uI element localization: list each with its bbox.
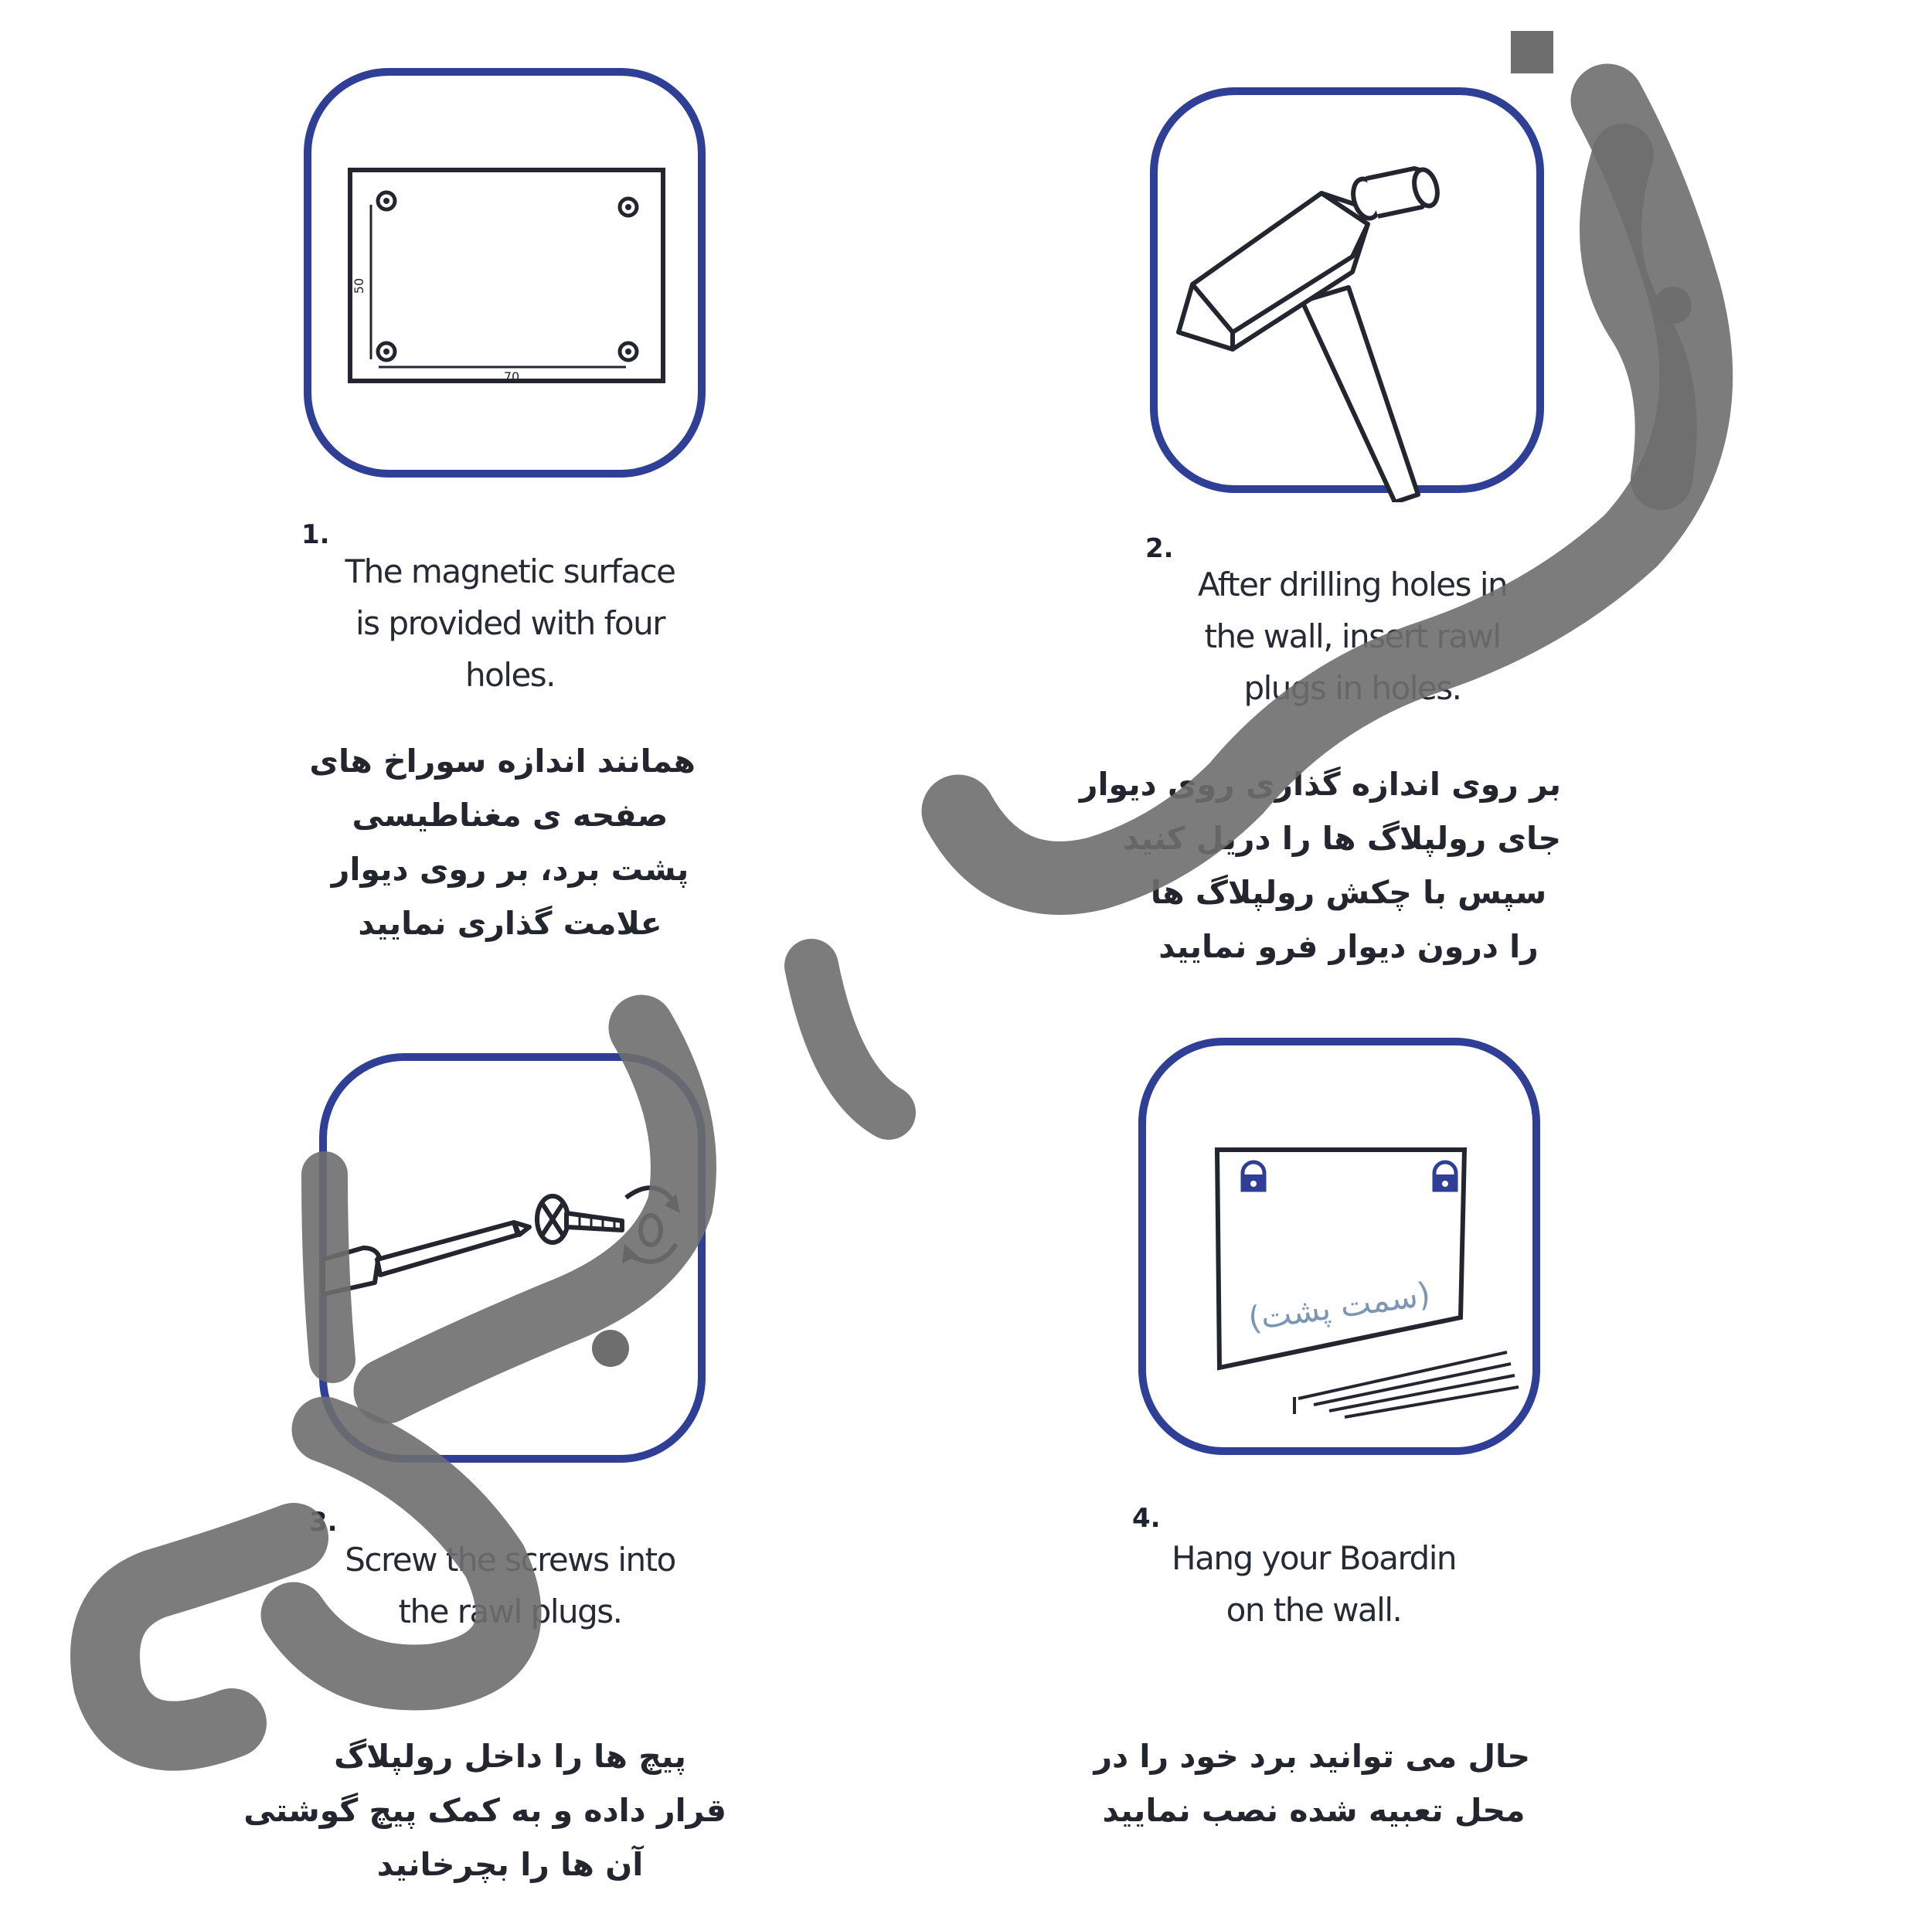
- step-persian-text: همانند اندازه سوراخ های صفحه ی مغناطیسی پشت برد، بر روی دیوار علامت گذاری نمایید: [309, 743, 696, 942]
- hanging-bracket-icon: [1434, 1162, 1456, 1191]
- width-dimension-label: 70: [503, 369, 520, 384]
- back-side-annotation: (سمت پشت): [1246, 1274, 1433, 1338]
- magnetic-board-holes-icon: [301, 66, 711, 483]
- step-persian-text: حال می توانید برد خود را در محل تعبیه شده نصب نمایید: [1094, 1738, 1530, 1829]
- step-number: 1.: [301, 519, 330, 550]
- step-english-text: The magnetic surface is provided with four holes.: [345, 552, 675, 694]
- hanging-bracket-icon: [1243, 1162, 1264, 1191]
- hammer-rawl-plug-icon: [1148, 85, 1549, 502]
- step-english-text: After drilling holes in the wall, insert rawl plugs in holes.: [1197, 566, 1508, 707]
- height-dimension-label: 50: [352, 277, 366, 294]
- step-number: 3.: [309, 1507, 338, 1538]
- screwdriver-screw-icon: [317, 1051, 711, 1468]
- step-number: 4.: [1132, 1503, 1161, 1534]
- step-number: 2.: [1145, 533, 1174, 564]
- step-persian-text: بر روی اندازه گذاری روی دیوار جای رولپلاگ ها را دریل کنید سپس با چکش رولپلاگ ها را درون دیوار فرو نمایید: [1079, 766, 1561, 965]
- step-english-text: Hang your Boardin on the wall.: [1172, 1539, 1456, 1629]
- step-persian-text: پیچ ها را داخل رولپلاگ قرار داده و به کمک پیچ گوشتی آن ها را بچرخانید: [243, 1738, 726, 1883]
- step-english-text: Screw the screws into the rawl plugs.: [345, 1541, 675, 1630]
- board-on-wall-icon: [1136, 1035, 1546, 1460]
